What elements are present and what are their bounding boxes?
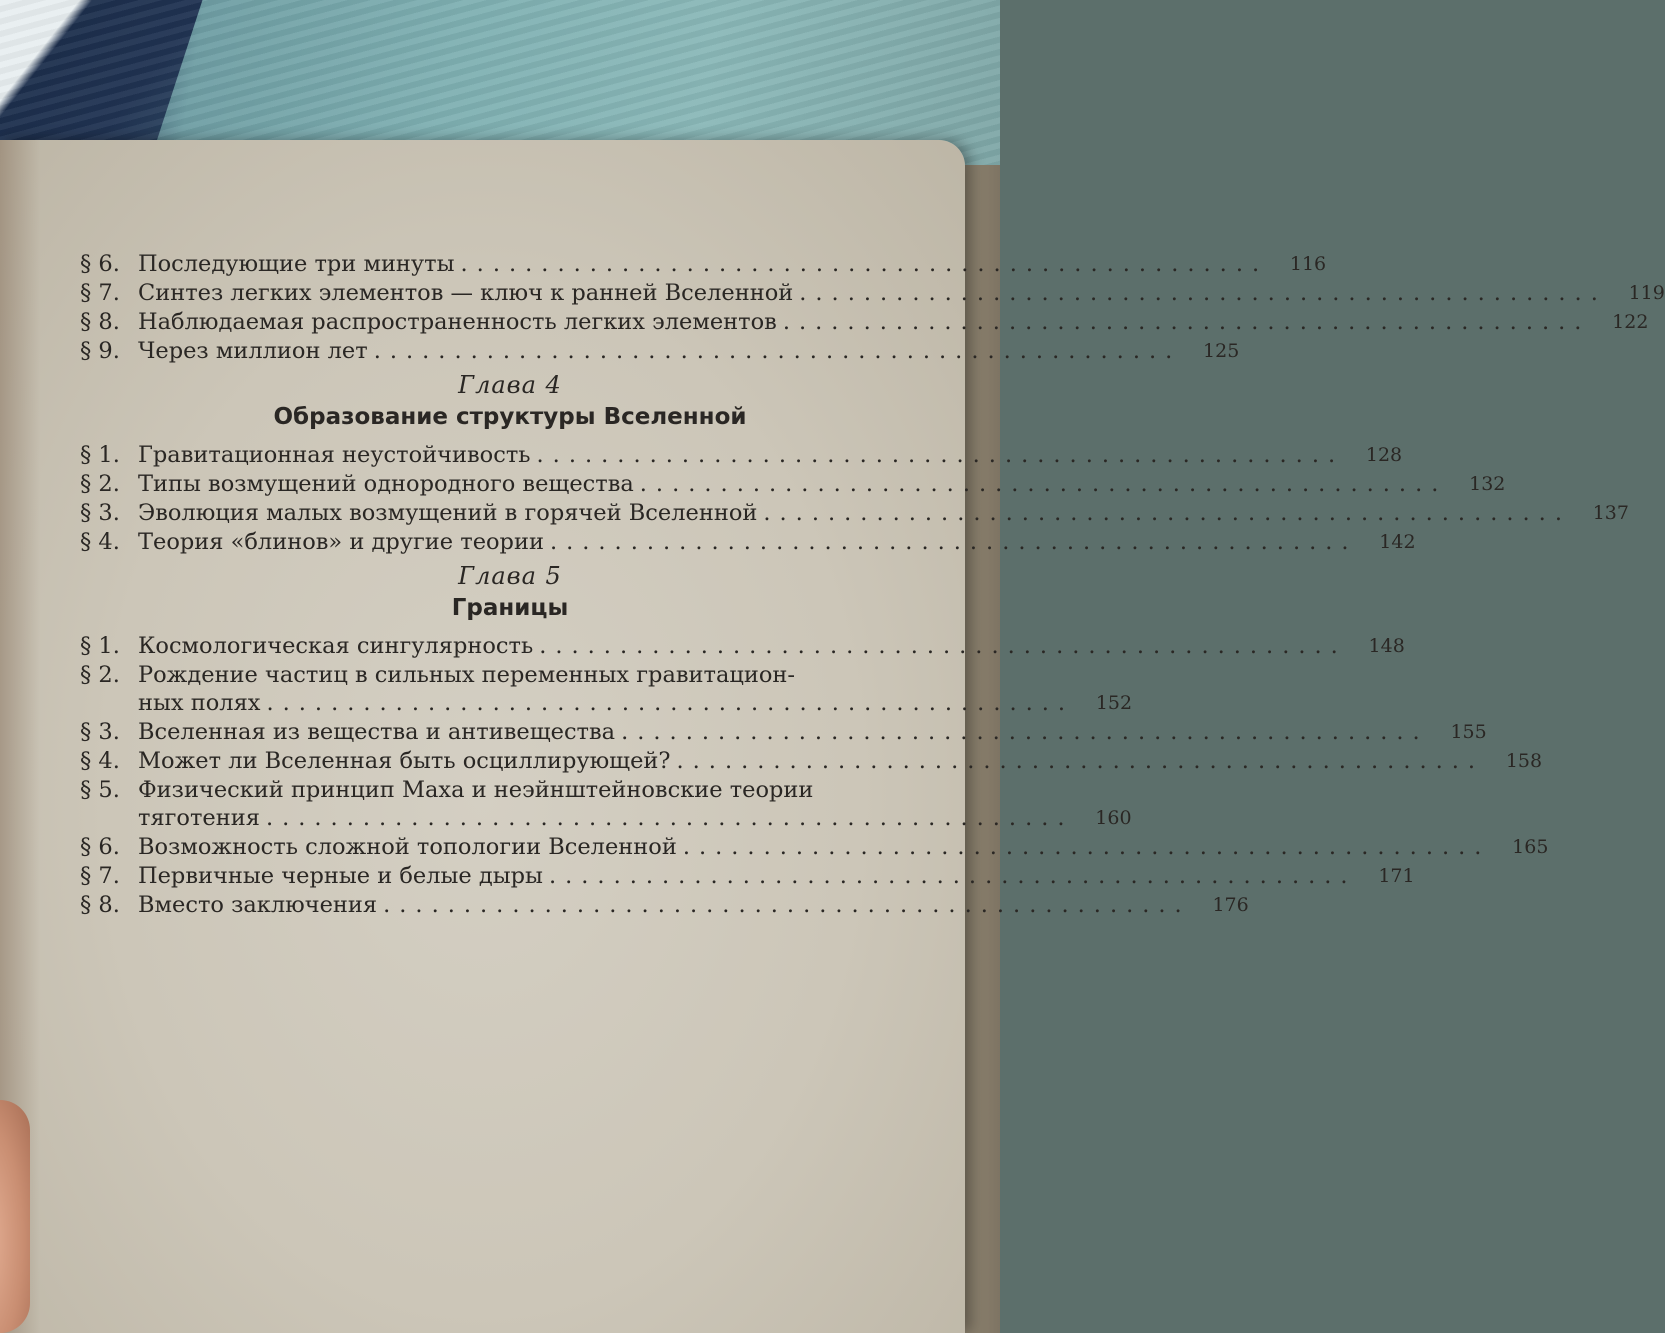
section-title: Через миллион лет [138,338,368,364]
table-of-contents [80,250,1665,920]
section-title: Физический принцип Маха и неэйнштейновские теории [138,777,814,803]
section-number: § 2. [80,662,120,688]
section-number: § 3. [80,719,120,745]
section-title: Вместо заключения [138,892,378,918]
dot-leader: .................................................. [763,500,1571,526]
dot-leader: .................................................. [799,280,1607,306]
page-number: 148 [1368,635,1405,657]
dot-leader: .................................................. [460,251,1269,277]
dot-leader: .................................................. [266,690,1075,716]
section-number: § 4. [80,529,120,555]
section-number: § 7. [80,280,120,306]
section-title-continued: тяготения [138,805,260,831]
dot-leader: .................................................. [621,719,1429,745]
section-title: Рождение частиц в сильных переменных гравитацион- [138,662,796,688]
page-number: 158 [1505,750,1543,772]
chapter-5-label: Глава 5 [458,562,562,590]
page-number: 125 [1203,340,1240,362]
section-title-continued: ных полях [138,690,261,716]
chapter-5-title: Границы [451,595,569,621]
toc-entry [80,891,1249,919]
toc-entry [80,308,1649,336]
section-number: § 6. [80,834,120,860]
toc-entry [80,470,1506,498]
dot-leader: .................................................. [682,834,1491,860]
page-number: 155 [1450,721,1487,743]
toc-entry [80,441,1403,469]
dot-leader: .................................................. [373,338,1182,364]
page-number: 132 [1469,473,1506,495]
section-number: § 2. [80,471,120,497]
page-number: 165 [1512,836,1549,858]
dot-leader: .................................................. [549,529,1358,555]
dot-leader: .................................................. [639,471,1448,497]
dot-leader: .................................................. [676,748,1485,774]
section-number: § 8. [80,892,120,918]
dot-leader: .................................................. [782,309,1591,335]
section-title: Космологическая сингулярность [138,633,534,659]
chapter-4-title: Образование структуры Вселенной [273,404,747,430]
section-title: Эволюция малых возмущений в горячей Вселенной [138,500,758,526]
section-number: § 1. [80,633,120,659]
toc-entry [80,279,1665,307]
page-number: 116 [1289,253,1327,275]
section-title: Может ли Вселенная быть осциллирующей? [138,748,671,774]
section-number: § 8. [80,309,120,335]
toc-entry [80,862,1415,890]
dot-leader: .................................................. [383,892,1191,918]
toc-entry [80,661,1133,717]
dot-leader: .................................................. [539,633,1347,659]
chapter-4-label: Глава 4 [458,371,562,399]
section-number: § 3. [80,500,120,526]
page-number: 171 [1378,865,1415,887]
page-number: 160 [1095,807,1132,829]
toc-entry [80,528,1416,556]
page-number: 122 [1612,311,1649,333]
dot-leader: .................................................. [536,442,1345,468]
section-number: § 4. [80,748,120,774]
section-title: Возможность сложной топологии Вселенной [138,834,677,860]
section-number: § 5. [80,777,120,803]
thumb [0,1100,30,1333]
page-number: 142 [1379,531,1416,553]
toc-entry [80,718,1487,746]
page-number: 137 [1592,502,1629,524]
section-title: Вселенная из вещества и антивещества [138,719,616,745]
page-number: 176 [1212,894,1249,916]
section-number: § 7. [80,863,120,889]
section-number: § 6. [80,251,120,277]
toc-entry [80,776,1132,832]
dot-leader: .................................................. [265,805,1074,831]
toc-entry [80,632,1405,660]
section-title: Гравитационная неустойчивость [138,442,531,468]
section-title: Синтез легких элементов — ключ к ранней Вселенной [138,280,794,306]
toc-entry [80,833,1549,861]
toc-entry [80,499,1629,527]
section-title: Типы возмущений однородного вещества [138,471,634,497]
section-title: Теория «блинов» и другие теории [138,529,544,555]
section-number: § 1. [80,442,120,468]
toc-entry [80,250,1327,278]
page-number: 128 [1365,444,1403,466]
toc-entry [80,747,1543,775]
section-title: Первичные черные и белые дыры [138,863,543,889]
section-title: Наблюдаемая распространенность легких элементов [138,309,777,335]
page-number: 119 [1628,282,1665,304]
page-number: 152 [1095,692,1133,714]
section-title: Последующие три минуты [138,251,455,277]
dot-leader: .................................................. [548,863,1357,889]
section-number: § 9. [80,338,120,364]
toc-entry [80,337,1240,365]
